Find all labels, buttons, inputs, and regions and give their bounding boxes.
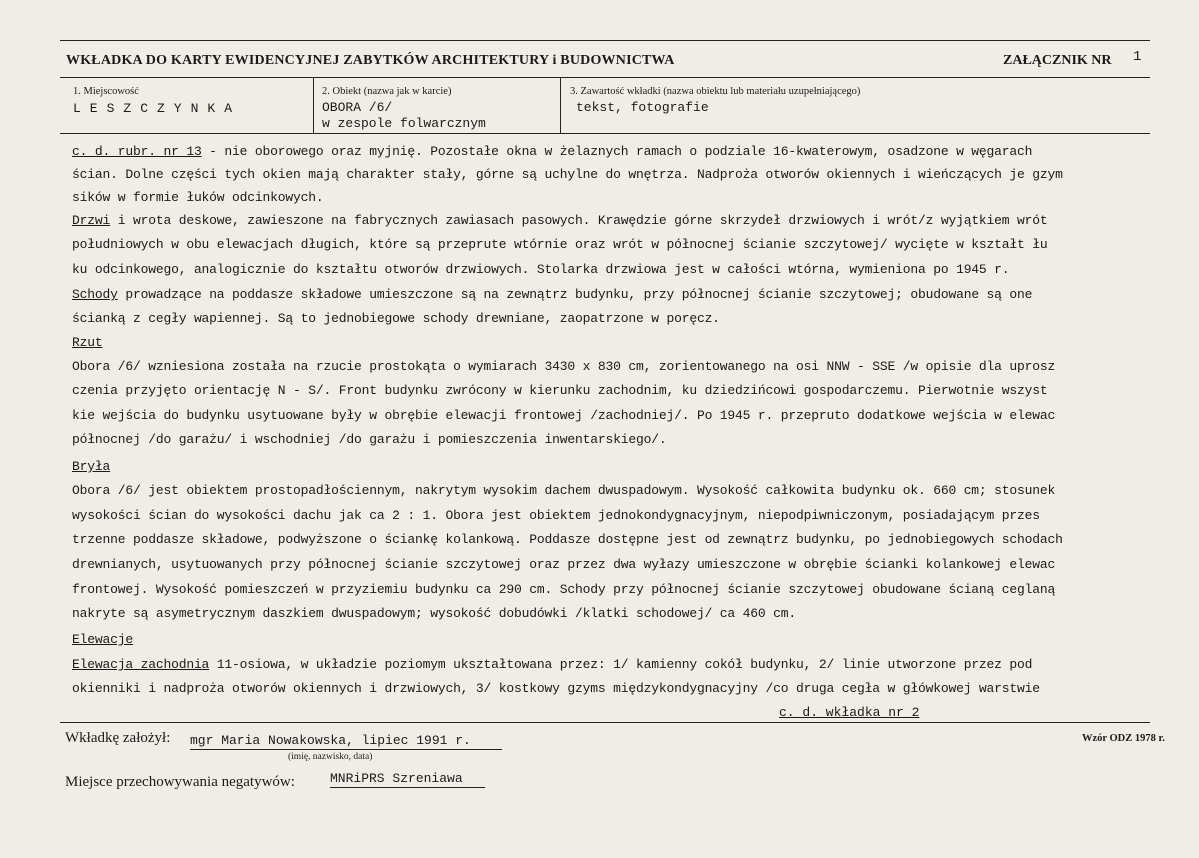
created-by-label: Wkładkę założył:	[65, 730, 171, 746]
body-line: Schody prowadzące na poddasze składowe umieszczone są na zewnątrz budynku, przy północnej ścianie szczytowej; obudowane są one	[72, 287, 1033, 302]
form-title: WKŁADKA DO KARTY EWIDENCYJNEJ ZABYTKÓW ARCHITEKTURY i BUDOWNICTWA	[66, 53, 675, 68]
body-line: południowych w obu elewacjach długich, które są przeprute wtórnie oraz wrót w północnej ścianie szczytowej/ wycięte w kształt łu	[72, 237, 1048, 252]
heading-drzwi: Drzwi	[72, 213, 111, 228]
heading-elewacja-zachodnia: Elewacja zachodnia	[72, 657, 210, 672]
body-line: frontowej. Wysokość pomieszczeń w przyziemiu budynku ca 290 cm. Schody przy północnej ścianie szczytowej obudowane ścianą ceglaną	[72, 582, 1056, 597]
created-by-hint: (imię, nazwisko, data)	[288, 752, 373, 762]
object-label: 2. Obiekt (nazwa jak w karcie)	[322, 86, 452, 97]
body-line: ścian. Dolne części tych okien mają charakter stały, górne są uchylne do wnętrza. Nadproża otworów okiennych i wieńczących je gzym	[72, 167, 1063, 182]
locality-value: LESZCZYNKA	[73, 101, 242, 116]
body-line: północnej /do garażu/ i wschodniej /do garażu i pomieszczenia inwentarskiego/.	[72, 432, 667, 447]
body-line: Obora /6/ jest obiektem prostopadłościennym, nakrytym wysokim dachem dwuspadowym. Wysokość całkowita budynku ok. 660 cm; stosunek	[72, 483, 1056, 498]
form-code: Wzór ODZ 1978 r.	[1082, 733, 1165, 744]
heading-bryla: Bryła	[72, 459, 111, 474]
attachment-number: 1	[1133, 49, 1142, 65]
body-line: okienniki i nadproża otworów okiennych i drzwiowych, 3/ kostkowy gzyms międzykondygnacyjny /co druga cegła w główkowej warstwie	[72, 681, 1040, 696]
storage-value: MNRiPRS Szreniawa	[330, 771, 485, 788]
heading-rzut: Rzut	[72, 335, 103, 350]
object-value-line1: OBORA /6/	[322, 100, 393, 115]
body-line: Obora /6/ wzniesiona została na rzucie prostokąta o wymiarach 3430 x 830 cm, zorientowanego na osi NNW - SSE /w opisie dla uprosz	[72, 359, 1056, 374]
body-line: czenia przyjęto orientację N - S/. Front budynku zwrócony w kierunku zachodnim, ku dziedzińcowi gospodarczemu. Pierwotnie wszyst	[72, 383, 1048, 398]
heading-schody: Schody	[72, 287, 118, 302]
header-divider	[60, 77, 1150, 78]
top-rule	[60, 40, 1150, 41]
body-line: ścianką z cegły wapiennej. Są to jednobiegowe schody drewniane, zaopatrzone w poręcz.	[72, 311, 720, 326]
attachment-label: ZAŁĄCZNIK NR	[1003, 53, 1112, 68]
section-ref: c. d. rubr. nr 13	[72, 144, 202, 159]
content-value: tekst, fotografie	[576, 100, 709, 115]
body-line: kie wejścia do budynku usytuowane były w obrębie elewacji frontowej /zachodniej/. Po 1945 r. przepruto dodatkowe wejścia w elewac	[72, 408, 1056, 423]
field-divider-1	[313, 78, 314, 133]
heading-elewacje: Elewacje	[72, 632, 133, 647]
body-line: Elewacja zachodnia 11-osiowa, w układzie poziomym ukształtowana przez: 1/ kamienny cokół budynku, 2/ linie utworzone przez pod	[72, 657, 1033, 672]
body-line: drewnianych, usytuowanych przy północnej ścianie szczytowej oraz przez dwa wyłazy umieszczone w obrębie ścianki kolankowej elewac	[72, 557, 1056, 572]
object-value-line2: w zespole folwarcznym	[322, 116, 486, 131]
body-line: nakryte są asymetrycznym daszkiem dwuspadowym; wysokość dobudówki /klatki schodowej/ ca 460 cm.	[72, 606, 797, 621]
body-line: ku odcinkowego, analogicznie do kształtu otworów drzwiowych. Stolarka drzwiowa jest w całości wtórna, wymieniona po 1945 r.	[72, 262, 1010, 277]
body-line: sików w formie łuków odcinkowych.	[72, 190, 324, 205]
field-divider-2	[560, 78, 561, 133]
fields-bottom-rule	[60, 133, 1150, 134]
body-line: trzenne poddasze składowe, podwyższone o ściankę kolankową. Poddasze dostępne jest od zewnątrz budynku, po jednobiegowych schodach	[72, 532, 1063, 547]
body-bottom-rule	[60, 722, 1150, 723]
storage-label: Miejsce przechowywania negatywów:	[65, 774, 295, 790]
content-label: 3. Zawartość wkładki (nazwa obiektu lub materiału uzupełniającego)	[570, 86, 861, 97]
body-line: wysokości ścian do wysokości dachu jak ca 2 : 1. Obora jest obiektem jednokondygnacyjnym, niepodpiwniczonym, posiadającym przes	[72, 508, 1040, 523]
locality-label: 1. Miejscowość	[73, 86, 139, 97]
body-line: c. d. rubr. nr 13 - nie oborowego oraz myjnię. Pozostałe okna w żelaznych ramach o podziale 16-kwaterowym, osadzone w węgarach	[72, 144, 1033, 159]
created-by-value: mgr Maria Nowakowska, lipiec 1991 r.	[190, 733, 502, 750]
body-line: Drzwi i wrota deskowe, zawieszone na fabrycznych zawiasach pasowych. Krawędzie górne skrzydeł drzwiowych i wrót/z wyjątkiem wrót	[72, 213, 1048, 228]
continuation-note: c. d. wkładka nr 2	[779, 705, 920, 720]
